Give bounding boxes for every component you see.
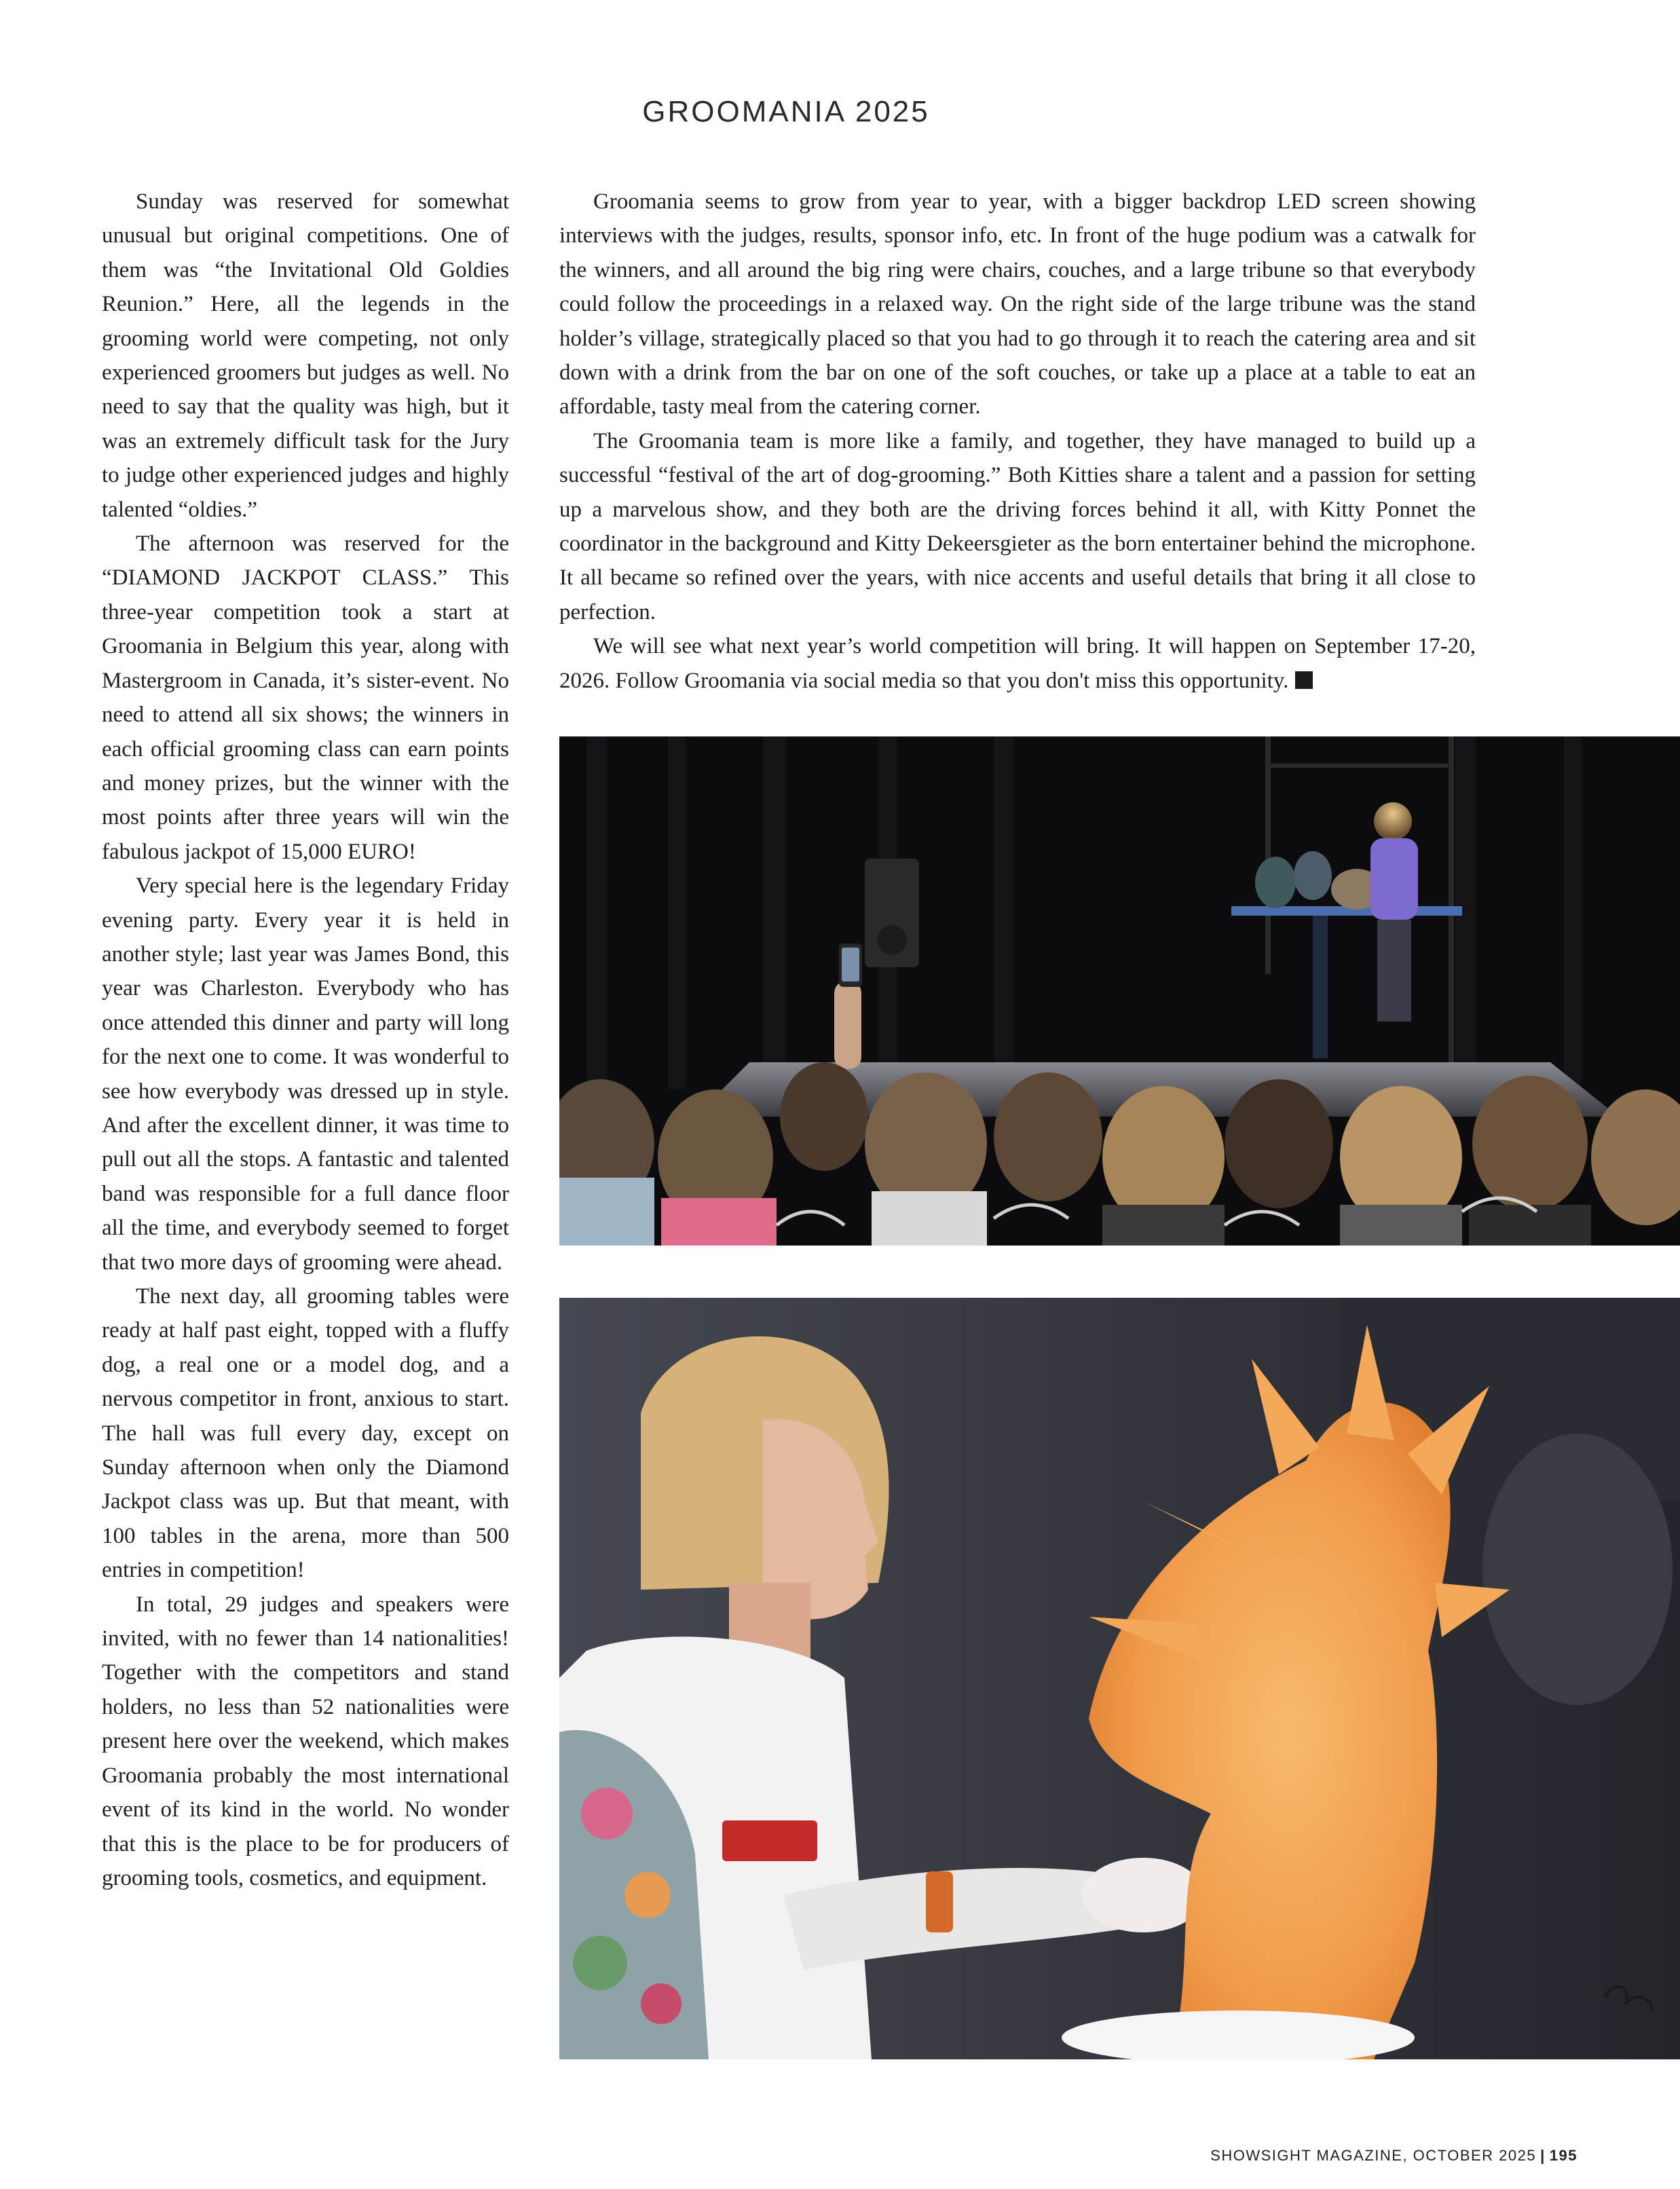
right-paragraph-1: Groomania seems to grow from year to year, with a bigger backdrop LED screen showing interviews with the judges, results, sponsor info, etc. In front of the huge podium was a catwalk for the winners, and all around the big ring were chairs, couches, and a large tribune so that everybody could follow the proceedings in a relaxed way. On the right side of the large tribune was the stand holder’s village, strategically placed so that you had to go through it to reach the catering area and sit down with a drink from the bar on one of the soft couches, or take up a place at a table to eat an affordable, tasty meal from the catering corner. <box>559 189 1476 419</box>
left-paragraph-1: Sunday was reserved for somewhat unusual but original competitions. One of them was “the Invitational Old Goldies Reunion.” Here, all the legends in the grooming world were competing, not only experienced groomers but judges as well. No need to say that the quality was high, but it was an extremely difficult task for the Jury to judge other experienced judges and highly talented “oldies.” <box>102 189 509 522</box>
running-head: GROOMANIA 2025 <box>642 95 930 128</box>
left-paragraph-4: The next day, all grooming tables were ready at half past eight, topped with a fluffy dog, a real one or a model dog, and a nervous competitor in front, anxious to start. The hall was full every day, except on Sunday afternoon when only the Diamond Jackpot class was up. But that meant, with 100 tables in the arena, more than 500 entries in competition! <box>102 1284 509 1583</box>
stage-photo <box>559 736 1680 1246</box>
right-column <box>559 185 1476 698</box>
end-mark-icon <box>1295 671 1313 689</box>
footer-separator: | <box>1540 2147 1546 2164</box>
right-paragraph-2: The Groomania team is more like a family, and together, they have managed to build up a successful “festival of the art of dog-grooming.” Both Kitties share a talent and a passion for setting up a marvelous show, and they both are the driving forces behind it all, with Kitty Ponnet the coordinator in the background and Kitty Dekeersgieter as the born entertainer behind the microphone. It all became so refined over the years, with nice accents and useful details that bring it all close to perfection. <box>559 428 1476 624</box>
footer-magazine: SHOWSIGHT MAGAZINE, OCTOBER 2025 <box>1210 2147 1537 2164</box>
groomer-photo <box>559 1298 1680 2059</box>
page-number: 195 <box>1549 2147 1578 2164</box>
right-paragraph-3 <box>559 629 1476 698</box>
page-footer <box>1086 2147 1578 2165</box>
left-paragraph-2: The afternoon was reserved for the “DIAMOND JACKPOT CLASS.” This three-year competition took a start at Groomania in Belgium this year, along with Mastergroom in Canada, it’s sister-event. No need to attend all six shows; the winners in each official grooming class can earn points and money prizes, but the winner with the most points after three years will win the fabulous jackpot of 15,000 EURO! <box>102 531 509 864</box>
right-paragraph-3-text: We will see what next year’s world competition will bring. It will happen on September 17-20, 2026. Follow Groomania via social media so that you don't miss this opportunity. <box>559 634 1476 693</box>
stage-photo-icon <box>559 736 1680 1246</box>
left-column <box>102 185 509 1895</box>
left-paragraph-3: Very special here is the legendary Friday evening party. Every year it is held in another style; last year was James Bond, this year was Charleston. Everybody who has once attended this dinner and party will long for the next one to come. It was wonderful to see how everybody was dressed up in style. And after the excellent dinner, it was time to pull out all the stops. A fantastic and talented band was responsible for a full dance floor all the time, and everybody seemed to forget that two more days of grooming were ahead. <box>102 874 509 1275</box>
left-paragraph-5: In total, 29 judges and speakers were invited, with no fewer than 14 nationalities! Together with the competitors and stand holders, no less than 52 nationalities were present here over the weekend, which makes Groomania probably the most international event of its kind in the world. No wonder that this is the place to be for producers of grooming tools, cosmetics, and equipment. <box>102 1592 509 1890</box>
groomer-photo-icon <box>559 1298 1680 2059</box>
